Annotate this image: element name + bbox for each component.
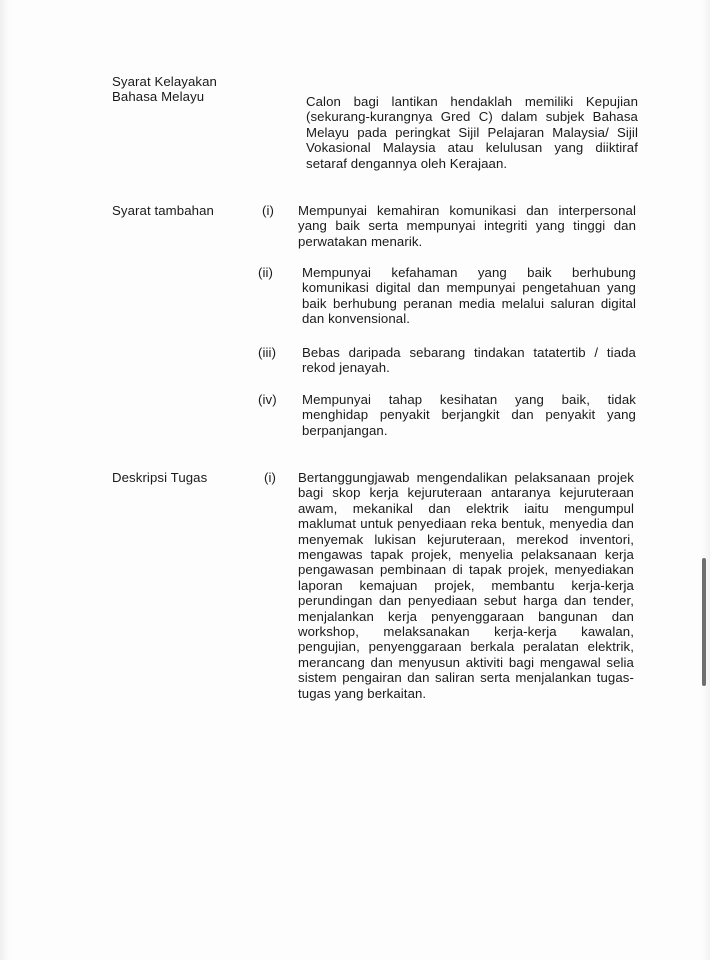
list-number: (i) [262, 203, 275, 218]
additional-requirement-item: Mempunyai kefahaman yang baik berhubung komunikasi digital dan mempunyai pengetahuan yang baik berhubung peranan media melalui saluran digital dan konvensional. [302, 265, 636, 327]
list-number: (i) [264, 470, 277, 485]
list-number: (iii) [258, 345, 277, 360]
section-label-duty-description: Deskripsi Tugas [112, 470, 208, 485]
section-label-language-qualification: Syarat Kelayakan Bahasa Melayu [112, 74, 217, 105]
scrollbar-thumb[interactable] [702, 558, 706, 686]
list-number: (iv) [258, 392, 277, 407]
additional-requirement-item: Mempunyai tahap kesihatan yang baik, tidak menghidap penyakit berjangkit dan penyakit yang berpanjangan. [302, 392, 636, 438]
page-left-edge [0, 0, 14, 960]
section-label-additional-requirements: Syarat tambahan [112, 203, 214, 218]
duty-description-text: Bertanggungjawab mengendalikan pelaksanaan projek bagi skop kerja kejuruteraan antaranya kejuruteraan awam, mekanikal dan elektrik iaitu mengumpul maklumat untuk penyediaan reka bentuk, menyedia dan menyemak lukisan kejuruteraan, merekod inventori, mengawas tapak projek, menyelia pelaksanaan kerja pengawasan pembinaan di tapak projek, menyediakan laporan kemajuan projek, membantu kerja-kerja perundingan dan penyediaan sebut harga dan tender, menjalankan kerja penyenggaraan bangunan dan workshop, melaksanakan kerja-kerja kawalan, pengujian, penyenggaraan berkala peralatan elektrik, merancang dan menyusun aktiviti bagi mengawal selia sistem pengairan dan saliran serta menjalankan tugas-tugas yang berkaitan. [298, 470, 634, 701]
list-number: (ii) [258, 265, 274, 280]
additional-requirement-item: Mempunyai kemahiran komunikasi dan interpersonal yang baik serta mempunyai integriti yang tinggi dan perwatakan menarik. [298, 203, 636, 249]
language-qualification-text: Calon bagi lantikan hendaklah memiliki Kepujian (sekurang-kurangnya Gred C) dalam subjek Bahasa Melayu pada peringkat Sijil Pelajaran Malaysia/ Sijil Vokasional Malaysia atau kelulusan yang diiktiraf setaraf dengannya oleh Kerajaan. [306, 94, 638, 171]
page-right-edge [702, 0, 710, 960]
additional-requirement-item: Bebas daripada sebarang tindakan tatatertib / tiada rekod jenayah. [302, 345, 636, 376]
